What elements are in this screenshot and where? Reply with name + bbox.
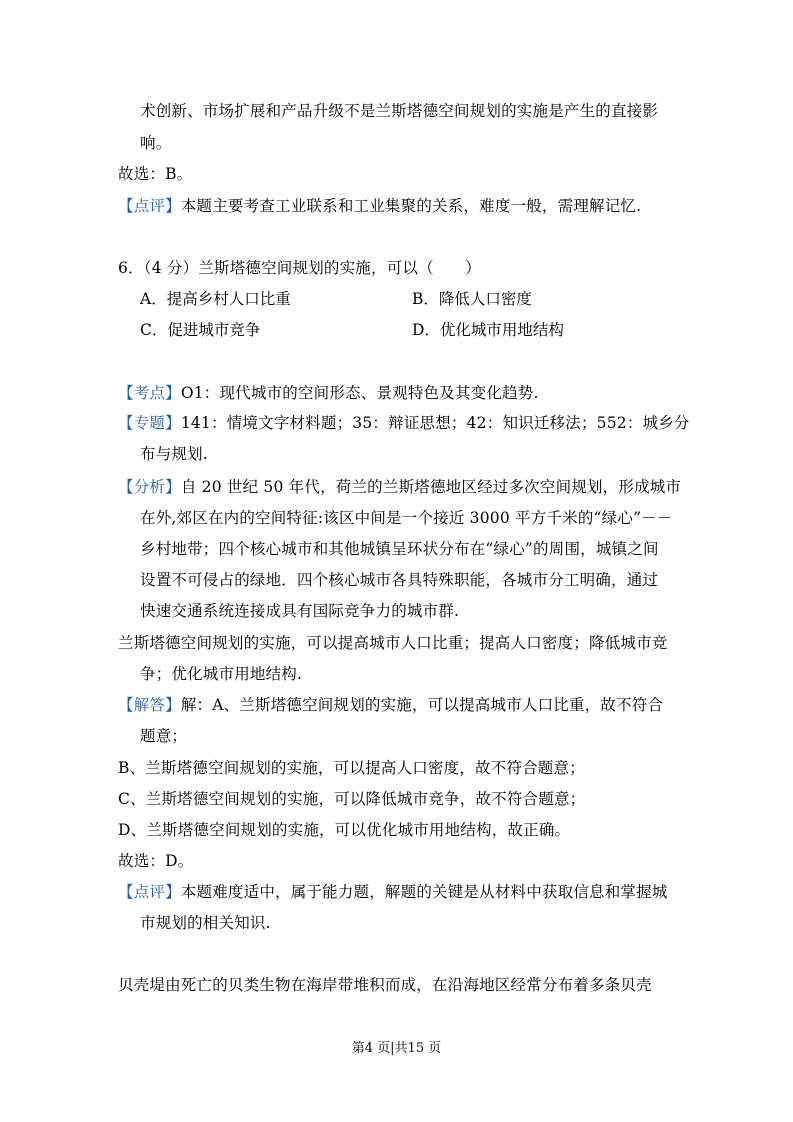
question-6-stem: 6．（4 分）兰斯塔德空间规划的实施，可以（ ） — [118, 259, 481, 277]
prev-explanation-line-1: 术创新、市场扩展和产品升级不是兰斯塔德空间规划的实施是产生的直接影 — [140, 102, 659, 120]
prev-comment — [118, 196, 678, 216]
fenxi-text: 自 20 世纪 50 年代，荷兰的兰斯塔德地区经过多次空间规划，形成城市 — [180, 478, 682, 496]
q6-comment-tag: 【点评】 — [118, 883, 181, 901]
q6-comment-line-2: 市规划的相关知识. — [140, 914, 271, 932]
option-a: A．提高乡村人口比重 — [140, 290, 291, 308]
jieda-text: 解：A、兰斯塔德空间规划的实施，可以提高城市人口比重，故不符合 — [180, 696, 664, 714]
option-b: B．降低人口密度 — [412, 290, 532, 308]
next-passage: 贝壳堤由死亡的贝类生物在海岸带堆积而成，在沿海地区经常分布着多条贝壳 — [118, 976, 652, 994]
comment-text: 本题主要考查工业联系和工业集聚的关系，难度一般，需理解记忆. — [180, 197, 642, 215]
jieda-d: D、兰斯塔德空间规划的实施，可以优化城市用地结构，故正确。 — [118, 821, 571, 839]
option-d: D．优化城市用地结构 — [412, 321, 564, 339]
kaodian-text: O1：现代城市的空间形态、景观特色及其变化趋势. — [180, 384, 539, 402]
zhuanti — [118, 413, 690, 433]
zhuanti-text: 141：情境文字材料题；35：辩证思想；42：知识迁移法；552：城乡分 — [180, 414, 690, 432]
option-c: C．促进城市竞争 — [140, 321, 261, 339]
jieda-line-2: 题意； — [140, 727, 188, 745]
q6-comment-text: 本题难度适中，属于能力题，解题的关键是从材料中获取信息和掌握城 — [180, 883, 668, 901]
zhuanti-line-2: 布与规划. — [140, 445, 208, 463]
summary-line-2: 争；优化城市用地结构. — [140, 665, 303, 683]
fenxi-tag: 【分析】 — [118, 478, 181, 496]
summary-line-1: 兰斯塔德空间规划的实施，可以提高城市人口比重；提高人口密度；降低城市竞 — [118, 634, 668, 652]
fenxi — [118, 477, 682, 497]
prev-explanation-line-2: 响。 — [140, 134, 172, 152]
fenxi-line-2: 在外,郊区在内的空间特征:该区中间是一个接近 3000 平方千米的“绿心”－－ — [140, 509, 673, 527]
comment-tag: 【点评】 — [118, 197, 181, 215]
fenxi-line-3: 乡村地带；四个核心城市和其他城镇呈环状分布在“绿心”的周围，城镇之间 — [140, 540, 659, 558]
jieda-b: B、兰斯塔德空间规划的实施，可以提高人口密度，故不符合题意； — [118, 759, 585, 777]
q6-answer: 故选：D。 — [118, 852, 194, 870]
kaodian — [118, 383, 678, 403]
page-footer: 第4 页|共15 页 — [351, 1041, 442, 1056]
jieda-c: C、兰斯塔德空间规划的实施，可以降低城市竞争，故不符合题意； — [118, 790, 586, 808]
jieda-tag: 【解答】 — [118, 696, 181, 714]
kaodian-tag: 【考点】 — [118, 384, 181, 402]
fenxi-line-4: 设置不可侵占的绿地．四个核心城市各具特殊职能，各城市分工明确，通过 — [140, 571, 659, 589]
fenxi-line-5: 快速交通系统连接成具有国际竞争力的城市群. — [140, 602, 460, 620]
zhuanti-tag: 【专题】 — [118, 414, 181, 432]
q6-comment — [118, 882, 678, 902]
jieda — [118, 695, 678, 715]
prev-answer: 故选：B。 — [118, 165, 193, 183]
